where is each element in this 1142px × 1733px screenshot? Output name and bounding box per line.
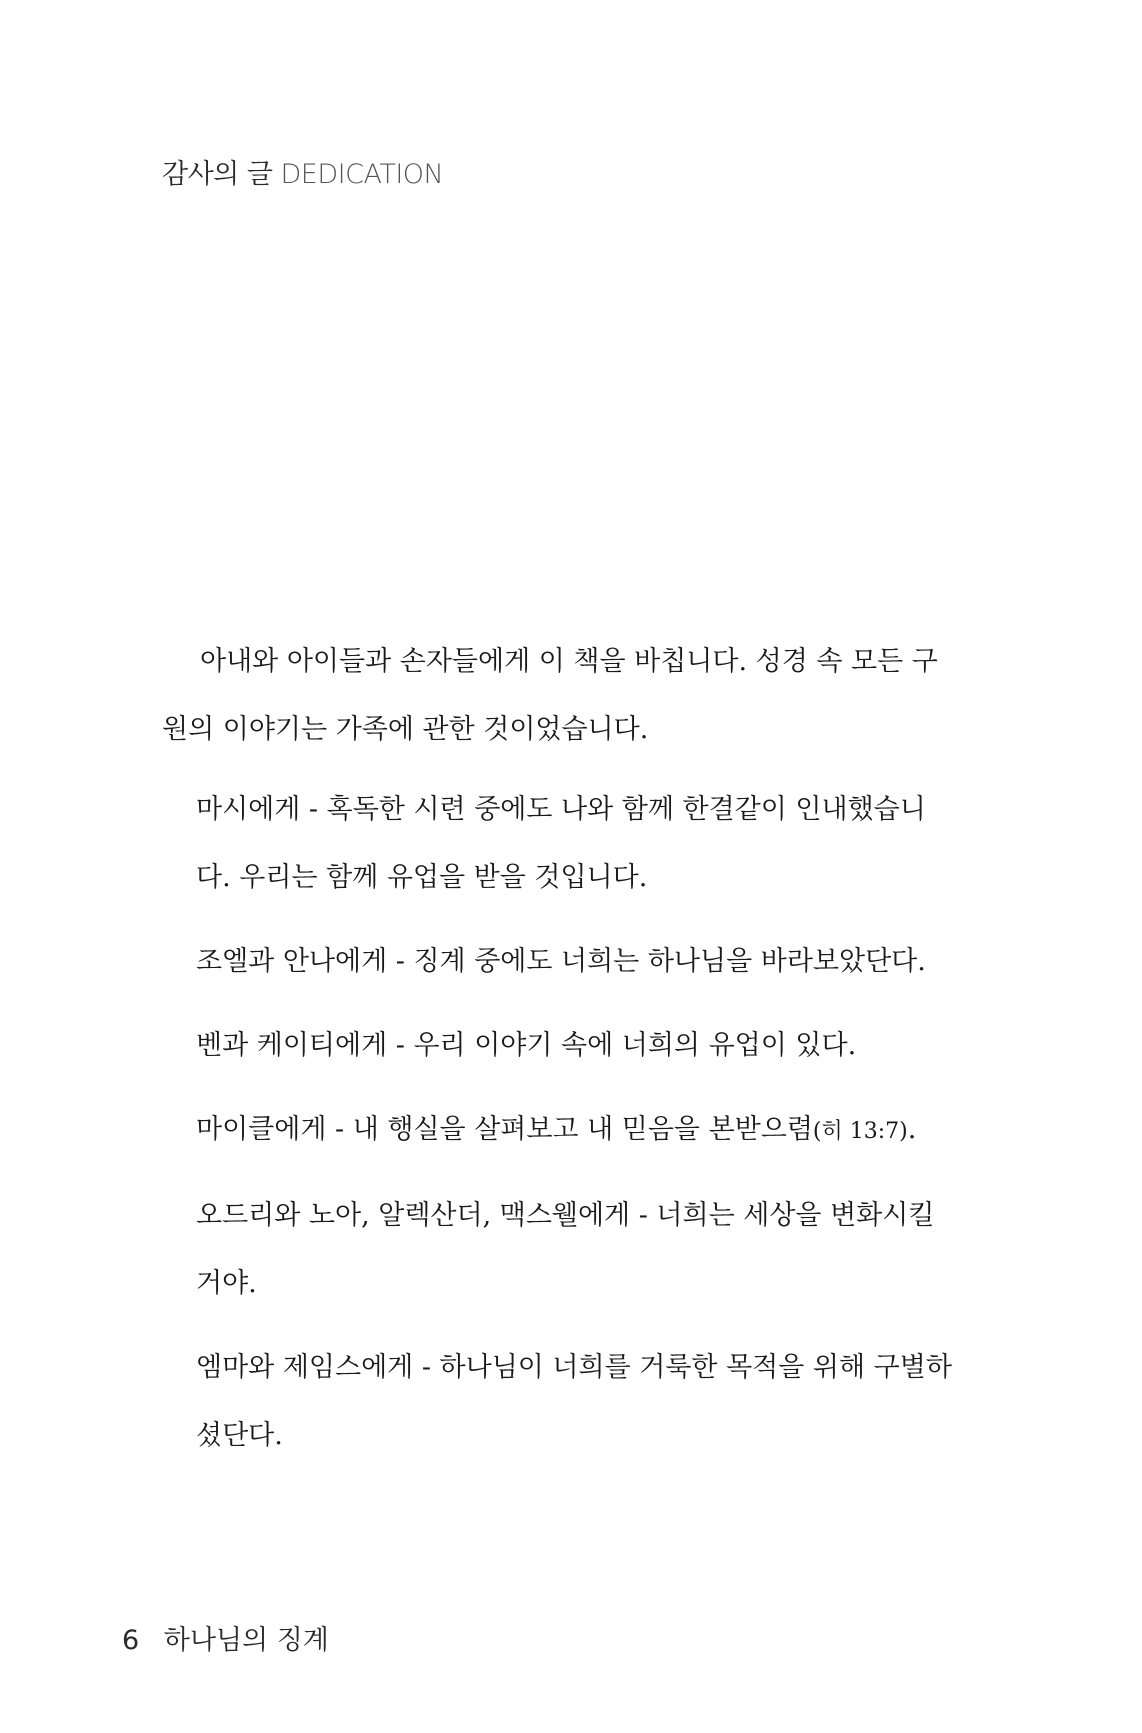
- entry-text: 엠마와 제임스에게 - 하나님이 너희를 거룩한 목적을 위해 구별하셨단다.: [196, 1352, 952, 1451]
- intro-paragraph: 아내와 아이들과 손자들에게 이 책을 바칩니다. 성경 속 모든 구원의 이야기는 가족에 관한 것이었습니다.: [162, 646, 938, 745]
- dedication-entry: [162, 776, 956, 912]
- entry-text: 마이클에게 - 내 행실을 살펴보고 내 믿음을 본받으렴: [196, 1114, 813, 1145]
- entry-text: 벤과 케이티에게 - 우리 이야기 속에 너희의 유업이 있다.: [196, 1030, 857, 1061]
- dedication-body: [162, 628, 962, 1486]
- entry-text: 조엘과 안나에게 - 징계 중에도 너희는 하나님을 바라보았단다.: [196, 946, 926, 977]
- dedication-entry: [162, 1012, 956, 1080]
- dedication-entry: [162, 1096, 956, 1166]
- dedication-entry: [162, 1182, 956, 1318]
- scripture-reference: (히 13:7): [812, 1119, 908, 1144]
- entry-text: 마시에게 - 혹독한 시련 중에도 나와 함께 한결같이 인내했습니다. 우리는 함께 유업을 받을 것입니다.: [196, 794, 926, 893]
- section-header: [162, 152, 443, 191]
- page-footer: [122, 1618, 329, 1657]
- dedication-entry: [162, 1334, 956, 1470]
- page-number: 6: [122, 1625, 140, 1656]
- entry-text: 오드리와 노아, 알렉산더, 맥스웰에게 - 너희는 세상을 변화시킬 거야.: [196, 1200, 935, 1299]
- section-title-english: DEDICATION: [280, 159, 444, 190]
- dedication-entry: [162, 928, 956, 996]
- section-title-korean: 감사의 글: [162, 159, 273, 190]
- running-title: 하나님의 징계: [163, 1625, 329, 1656]
- entry-end-punctuation: .: [907, 1114, 917, 1145]
